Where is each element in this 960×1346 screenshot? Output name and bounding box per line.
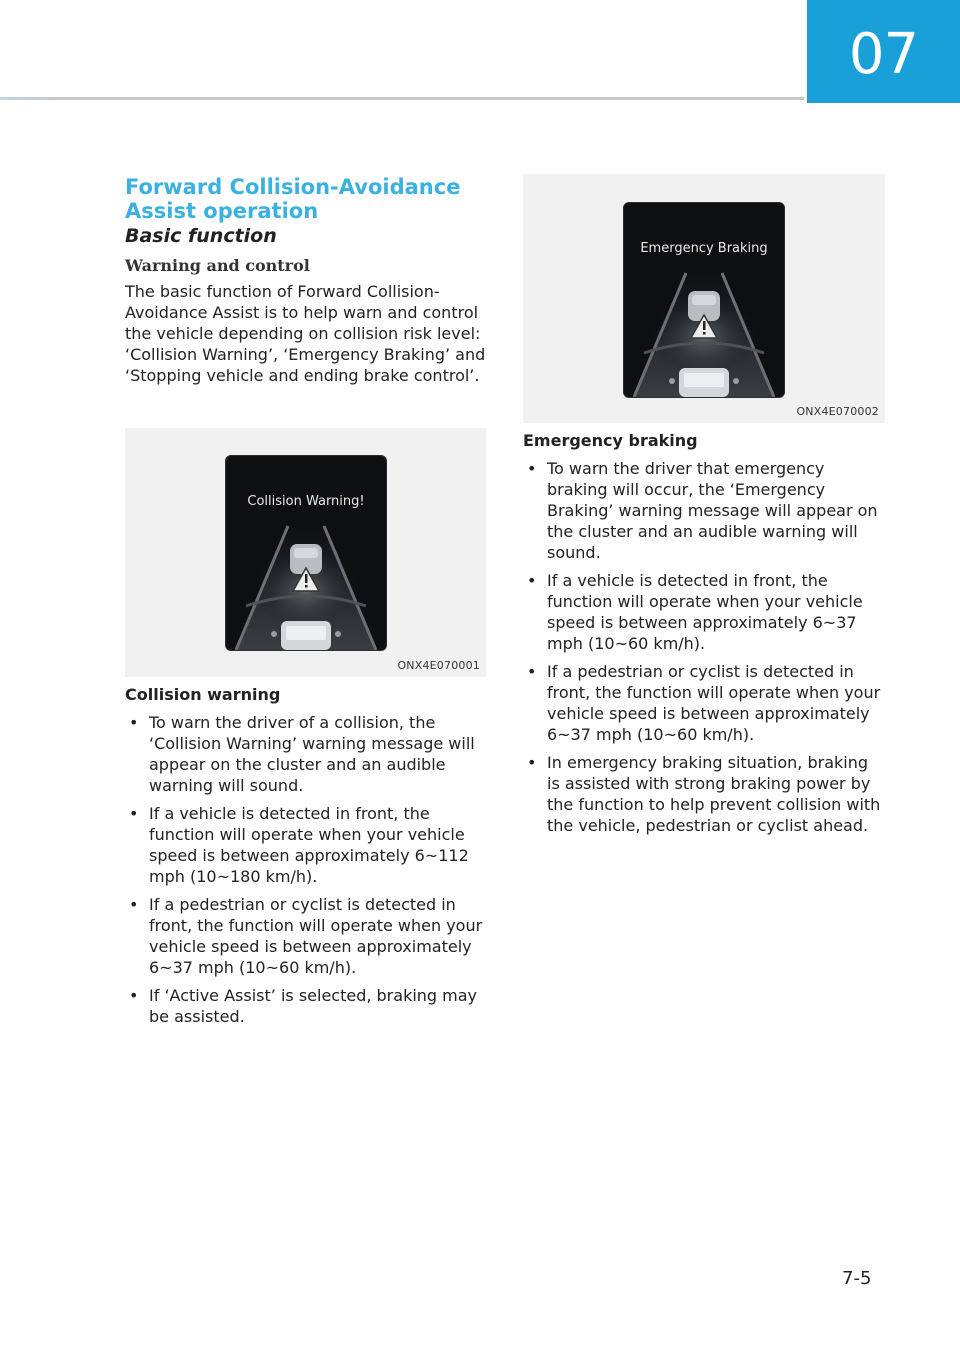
section-title: Forward Collision-Avoidance Assist operation [125, 175, 461, 223]
bullet-icon: • [129, 804, 139, 823]
subheading: Warning and control [125, 256, 310, 275]
chapter-number: 07 [848, 22, 919, 87]
bullet-icon: • [527, 571, 537, 590]
cluster-message: Emergency Braking [640, 241, 768, 256]
list-item: • In emergency braking situation, braking is assisted with strong braking power by the function to help prevent collision with the vehicle, pedestrian or cyclist ahead. [527, 753, 881, 835]
list-item: • To warn the driver of a collision, the ‘Collision Warning’ warning message will appear on the cluster and an audible warning will sound. [129, 713, 475, 795]
bullet-icon: • [129, 713, 139, 732]
page-number: 7-5 [842, 1268, 872, 1289]
cluster-display [624, 203, 784, 397]
figure-code: ONX4E070002 [796, 405, 879, 418]
road-scene-illustration [226, 456, 386, 650]
bullet-icon: • [527, 459, 537, 478]
bullet-icon: • [129, 895, 139, 914]
emergency-braking-heading: Emergency braking [523, 431, 698, 450]
collision-warning-heading: Collision warning [125, 685, 281, 704]
list-item: • To warn the driver that emergency braking will occur, the ‘Emergency Braking’ warning message will appear on the cluster and an audible warning will sound. [527, 459, 878, 562]
chapter-tab [807, 0, 960, 103]
emergency-braking-list [523, 458, 885, 843]
section-subtitle: Basic function [125, 225, 277, 247]
cluster-display [226, 456, 386, 650]
list-item: • If a pedestrian or cyclist is detected in front, the function will operate when your vehicle speed is between approximately 6~37 mph (10~60 km/h). [129, 895, 483, 977]
list-item: • If a pedestrian or cyclist is detected in front, the function will operate when your vehicle speed is between approximately 6~37 mph (10~60 km/h). [527, 662, 881, 744]
intro-paragraph: The basic function of Forward Collision-Avoidance Assist is to help warn and control the vehicle depending on collision risk level: ‘Collision Warning’, ‘Emergency Braking’ and ‘Stopping vehicle and ending brake control’. [125, 282, 486, 385]
list-item: • If a vehicle is detected in front, the function will operate when your vehicle speed is between approximately 6~112 mph (10~180 km/h). [129, 804, 469, 886]
road-scene-illustration [624, 203, 784, 397]
collision-warning-list [125, 712, 487, 1034]
emergency-braking-figure [523, 174, 885, 423]
figure-code: ONX4E070001 [397, 659, 480, 672]
cluster-message: Collision Warning! [247, 494, 365, 509]
bullet-icon: • [129, 986, 139, 1005]
header-rule [0, 97, 804, 100]
list-item: • If ‘Active Assist’ is selected, braking may be assisted. [129, 986, 478, 1026]
collision-warning-figure [125, 428, 486, 677]
list-item: • If a vehicle is detected in front, the function will operate when your vehicle speed is between approximately 6~37 mph (10~60 km/h). [527, 571, 863, 653]
bullet-icon: • [527, 662, 537, 681]
bullet-icon: • [527, 753, 537, 772]
